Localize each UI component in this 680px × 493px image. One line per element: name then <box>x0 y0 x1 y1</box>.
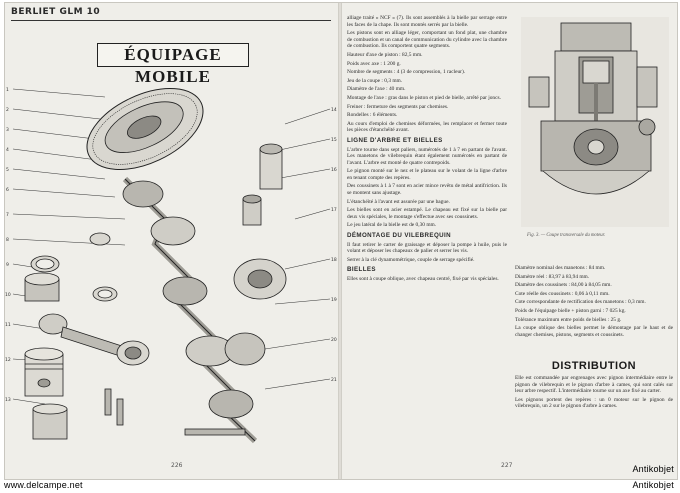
svg-text:9: 9 <box>6 263 9 268</box>
running-head: BERLIET GLM 10 <box>11 7 101 17</box>
paragraph: L'étanchéité à l'avant est assurée par une bague. <box>347 198 450 205</box>
svg-text:17: 17 <box>331 208 337 213</box>
exploded-view-illustration <box>5 69 339 459</box>
paragraph: Il faut retirer le carter de graissage et déposer la pompe à huile, puis le volant et déposer les chapeaux de palier et serrer les vis. <box>347 241 507 255</box>
page-number-right: 227 <box>501 462 513 469</box>
watermark-delcampe: www.delcampe.net <box>4 480 83 490</box>
magazine-spread <box>4 2 678 480</box>
svg-text:19: 19 <box>331 298 337 303</box>
svg-text:18: 18 <box>331 258 337 263</box>
paragraph: Montage de l'axe : gras dans le piston et pied de bielle, arrêté par joncs. <box>347 94 501 101</box>
right-page <box>341 3 677 479</box>
paragraph: Les pignons portent des repères : un 0 moteur sur le pignon de vilebrequin, un 2 sur le pignon d'arbre à cames. <box>515 396 673 410</box>
paragraph: Hauteur d'axe de piston : 82,5 mm. <box>347 51 423 58</box>
paragraph: Des coussinets à 1 à 7 sont en acier mince revêtu de métal antifriction. Ils se montent sans ajustage. <box>347 183 507 197</box>
paragraph: Diamètre nominal des manetons : 84 mm. <box>515 265 606 271</box>
paragraph: Les bielles sont en acier estampé. Le chapeau est fixé sur la bielle par deux vis spéciales, le montage s'effectue avec ses coussinets. <box>347 207 507 220</box>
paragraph: Rondelles : 6 éléments. <box>347 112 398 119</box>
paragraph: Au cours d'emploi de chemises déformées, les remplacer et fermer toute les pièces d'étanchéité avant. <box>347 120 507 134</box>
subhead-demontage: DÉMONTAGE DU VILEBREQUIN <box>347 232 452 240</box>
svg-text:21: 21 <box>331 378 337 383</box>
svg-text:4: 4 <box>6 148 9 153</box>
page-number-left: 226 <box>171 462 183 469</box>
left-page <box>5 3 339 479</box>
paragraph: La coupe oblique des bielles permet le démontage par le haut et de changer chemises, pistons, segments et coussinets. <box>515 325 673 338</box>
paragraph: Serrer à la clé dynamométrique, couple de serrage spécifié. <box>347 256 475 263</box>
text-column-right-lower <box>515 375 673 412</box>
paragraph: Diamètre réel : 83,97 à 83,94 mm. <box>515 273 590 280</box>
svg-text:16: 16 <box>331 168 337 173</box>
paragraph: Poids avec axe : 1 200 g. <box>347 60 401 67</box>
paragraph: Les pistons sont en alliage léger, comportant un fond plat, une chambre de combustion et un canal de communication du cylindre avec la chambre de combustion. Ils comportent quatre segments. <box>347 30 507 50</box>
svg-text:5: 5 <box>6 168 9 173</box>
paragraph: Tolérance maximum entre poids de bielles : 25 g. <box>515 316 622 323</box>
figure-caption: Fig. 3. — Coupe transversale du moteur. <box>527 233 606 238</box>
header-rule <box>11 20 331 21</box>
svg-text:8: 8 <box>6 238 9 243</box>
svg-text:14: 14 <box>331 108 337 113</box>
svg-text:3: 3 <box>6 128 9 133</box>
paragraph: Cote correspondante de rectification des manetons : 0,3 mm. <box>515 299 646 306</box>
paragraph: Poids de l'équipage bielle + piston garni : 7 025 kg. <box>515 307 626 314</box>
svg-text:10: 10 <box>5 293 11 298</box>
paragraph: Le pignon monté sur le nez et le plateau sur le volant de la ligne d'arbre en tenant compte des repères. <box>347 168 507 181</box>
paragraph: Freiner : fermeture des segments par chemises. <box>347 103 449 110</box>
svg-text:15: 15 <box>331 138 337 143</box>
text-column-right <box>515 265 673 340</box>
paragraph: Cote réelle des coussinets : 0,06 à 0,11 mm. <box>515 290 610 297</box>
svg-text:2: 2 <box>6 108 9 113</box>
paragraph: alliage traité « NCF » (7). Ils sont assemblés à la bielle par serrage entre les faces de la chape. Ils sont montés serrés par la bielle. <box>347 15 507 28</box>
svg-text:13: 13 <box>5 398 11 403</box>
svg-text:11: 11 <box>5 323 11 328</box>
page-title: ÉQUIPAGE MOBILE <box>97 43 249 67</box>
svg-text:12: 12 <box>5 358 11 363</box>
engine-cross-section-figure <box>521 17 669 227</box>
svg-text:6: 6 <box>6 188 9 193</box>
paragraph: Elle est commandée par engrenages avec pignon intermédiaire entre le pignon de vilebrequin et le pignon d'arbre à cames, qui sont calés sur leur arbre respectif. L'intermédiaire tourne sur un axe fixé au carter. <box>515 375 673 395</box>
subhead-ligne-arbre: LIGNE D'ARBRE ET BIELLES <box>347 136 443 144</box>
paragraph: Nombre de segments : 4 (3 de compression, 1 racleur). <box>347 69 466 76</box>
paragraph: Diamètre de l'axe : 40 mm. <box>347 86 406 93</box>
watermark-antikobjet-top: Antikobjet <box>632 464 674 474</box>
paragraph: Diamètre des coussinets : 84,00 à 84,05 mm. <box>515 282 612 289</box>
svg-text:7: 7 <box>6 213 9 218</box>
subhead-bielles: BIELLES <box>347 266 376 274</box>
watermark-antikobjet-bottom: Antikobjet <box>632 480 674 490</box>
paragraph: Le jeu latéral de la bielle est de 0,30 mm. <box>347 222 437 229</box>
svg-text:20: 20 <box>331 338 337 343</box>
svg-text:1: 1 <box>6 88 9 93</box>
paragraph: Elles sont à coupe oblique, avec chapeau centré, fixé par vis spéciales. <box>347 276 499 282</box>
text-column-left <box>347 15 507 285</box>
paragraph: L'arbre tourne dans sept paliers, numérotés de 1 à 7 en partant de l'avant. Les manetons de vilebrequin étant également numérotés en partant de l'avant. L'arbre est monté de quatre contrepoids. <box>347 146 507 166</box>
paragraph: Jeu de la coupe : 0,3 mm. <box>347 77 403 84</box>
section-title-distribution: DISTRIBUTION <box>551 360 637 372</box>
